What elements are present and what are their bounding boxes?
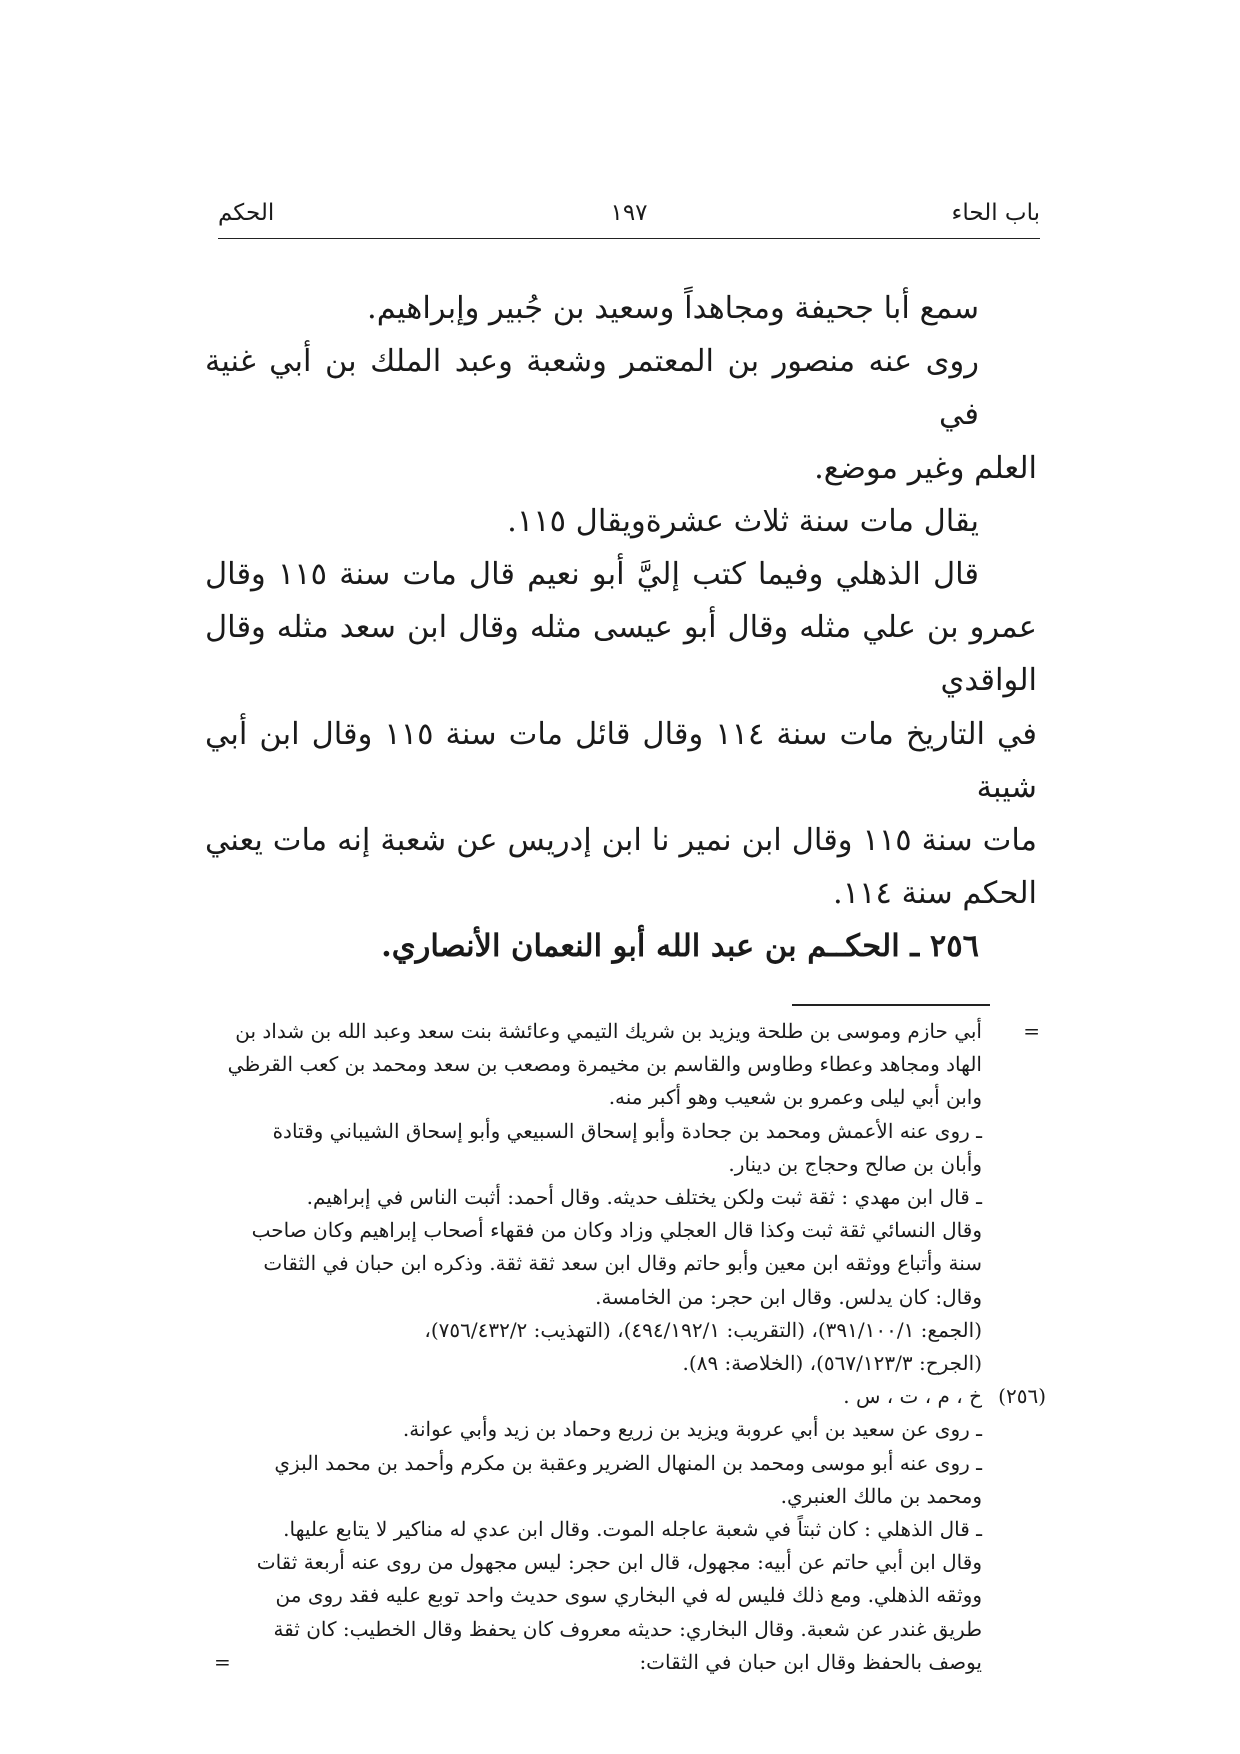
footnote-line: ووثقه الذهلي. ومع ذلك فليس له في البخاري سوى حديث واحد توبع عليه فقد روى من — [275, 1583, 982, 1608]
footnote-line: (الجرح: ٥٦٧/١٢٣/٣)، (الخلاصة: ٨٩). — [682, 1351, 982, 1376]
main-line: سمع أبا جحيفة ومجاهداً وسعيد بن جُبير وإبراهيم. — [367, 291, 979, 326]
footnote-line: ومحمد بن مالك العنبري. — [780, 1483, 982, 1508]
footnote-line: وأبان بن صالح وحجاج بن دينار. — [728, 1151, 982, 1176]
footnote-line: (الجمع: ٣٩١/١٠٠/١)، (التقريب: ٤٩٤/١٩٢/١)، (التهذيب: ٧٥٦/٤٣٢/٢)، — [424, 1317, 982, 1342]
main-line: في التاريخ مات سنة ١١٤ وقال قائل مات سنة ١١٥ وقال ابن أبي شيبة — [205, 716, 1037, 805]
footnote-number: (٢٥٦) — [998, 1384, 1046, 1409]
entry-256-title: ٢٥٦ ـ الحكــم بن عبد الله أبو النعمان الأنصاري. — [381, 928, 979, 965]
main-line: قال الذهلي وفيما كتب إليَّ أبو نعيم قال مات سنة ١١٥ وقال — [205, 557, 979, 593]
footnote-line: ـ قال الذهلي : كان ثبتاً في شعبة عاجله الموت. وقال ابن عدي له مناكير لا يتابع عليها. — [283, 1517, 982, 1542]
main-text — [205, 282, 1037, 974]
footnote-separator — [792, 1004, 990, 1006]
running-header — [218, 200, 1040, 234]
continuation-mark: = — [1023, 1019, 1040, 1043]
continuation-mark: = — [214, 1649, 231, 1674]
footnote-line: طريق غندر عن شعبة. وقال البخاري: حديثه معروف كان يحفظ وقال الخطيب: كان ثقة — [273, 1616, 982, 1641]
footnote-line: ـ روى عنه أبو موسى ومحمد بن المنهال الضرير وعقبة بن مكرم وأحمد بن محمد البزي — [274, 1450, 982, 1475]
main-line: العلم وغير موضع. — [814, 450, 1037, 486]
footnote-line: وقال النسائي ثقة ثبت وكذا قال العجلي وزاد وكان من فقهاء أصحاب إبراهيم وكان صاحب — [251, 1218, 982, 1243]
footnote-line: وقال: كان يدلس. وقال ابن حجر: من الخامسة. — [595, 1284, 982, 1309]
page-number: ١٩٧ — [610, 200, 648, 226]
main-line: يقال مات سنة ثلاث عشرةويقال ١١٥. — [507, 503, 979, 539]
footnote-line: ـ قال ابن مهدي : ثقة ثبت ولكن يختلف حديثه. وقال أحمد: أثبت الناس في إبراهيم. — [306, 1185, 982, 1210]
footnote-line: (٢٥٦) خ ، م ، ت ، س . — [208, 1380, 1046, 1413]
footnote-line: ـ روى عنه الأعمش ومحمد بن جحادة وأبو إسحاق السبيعي وأبو إسحاق الشيباني وقتادة — [272, 1118, 982, 1143]
entry-heading: الحكم — [218, 200, 275, 226]
header-rule — [218, 238, 1040, 239]
chapter-title: باب الحاء — [951, 200, 1040, 226]
main-line: مات سنة ١١٥ وقال ابن نمير نا ابن إدريس عن شعبة إنه مات يعني — [205, 823, 1037, 859]
main-line: روى عنه منصور بن المعتمر وشعبة وعبد الملك بن أبي غنية في — [205, 344, 979, 433]
footnote-line: = أبي حازم وموسى بن طلحة ويزيد بن شريك التيمي وعائشة بنت سعد وعبد الله بن شداد بن — [208, 1015, 1046, 1048]
main-line: عمرو بن علي مثله وقال أبو عيسى مثله وقال ابن سعد مثله وقال الواقدي — [205, 610, 1037, 699]
footnote-line: وقال ابن أبي حاتم عن أبيه: مجهول، قال ابن حجر: ليس مجهول من روى عنه أربعة ثقات — [256, 1550, 982, 1575]
footnotes — [208, 1015, 1046, 1679]
footnote-line: ـ روى عن سعيد بن أبي عروبة ويزيد بن زريع وحماد بن زيد وأبي عوانة. — [402, 1417, 982, 1442]
footnote-line: الهاد ومجاهد وعطاء وطاوس والقاسم بن مخيمرة ومصعب بن سعد ومحمد بن كعب القرظي — [227, 1052, 982, 1077]
main-line: الحكم سنة ١١٤. — [833, 876, 1037, 912]
footnote-line: يوصف بالحفظ وقال ابن حبان في الثقات: = — [208, 1646, 1046, 1679]
footnote-line: وابن أبي ليلى وعمرو بن شعيب وهو أكبر منه. — [608, 1085, 982, 1110]
footnote-line: سنة وأتباع ووثقه ابن معين وأبو حاتم وقال ابن سعد ثقة ثقة. وذكره ابن حبان في الثقات — [263, 1251, 982, 1276]
